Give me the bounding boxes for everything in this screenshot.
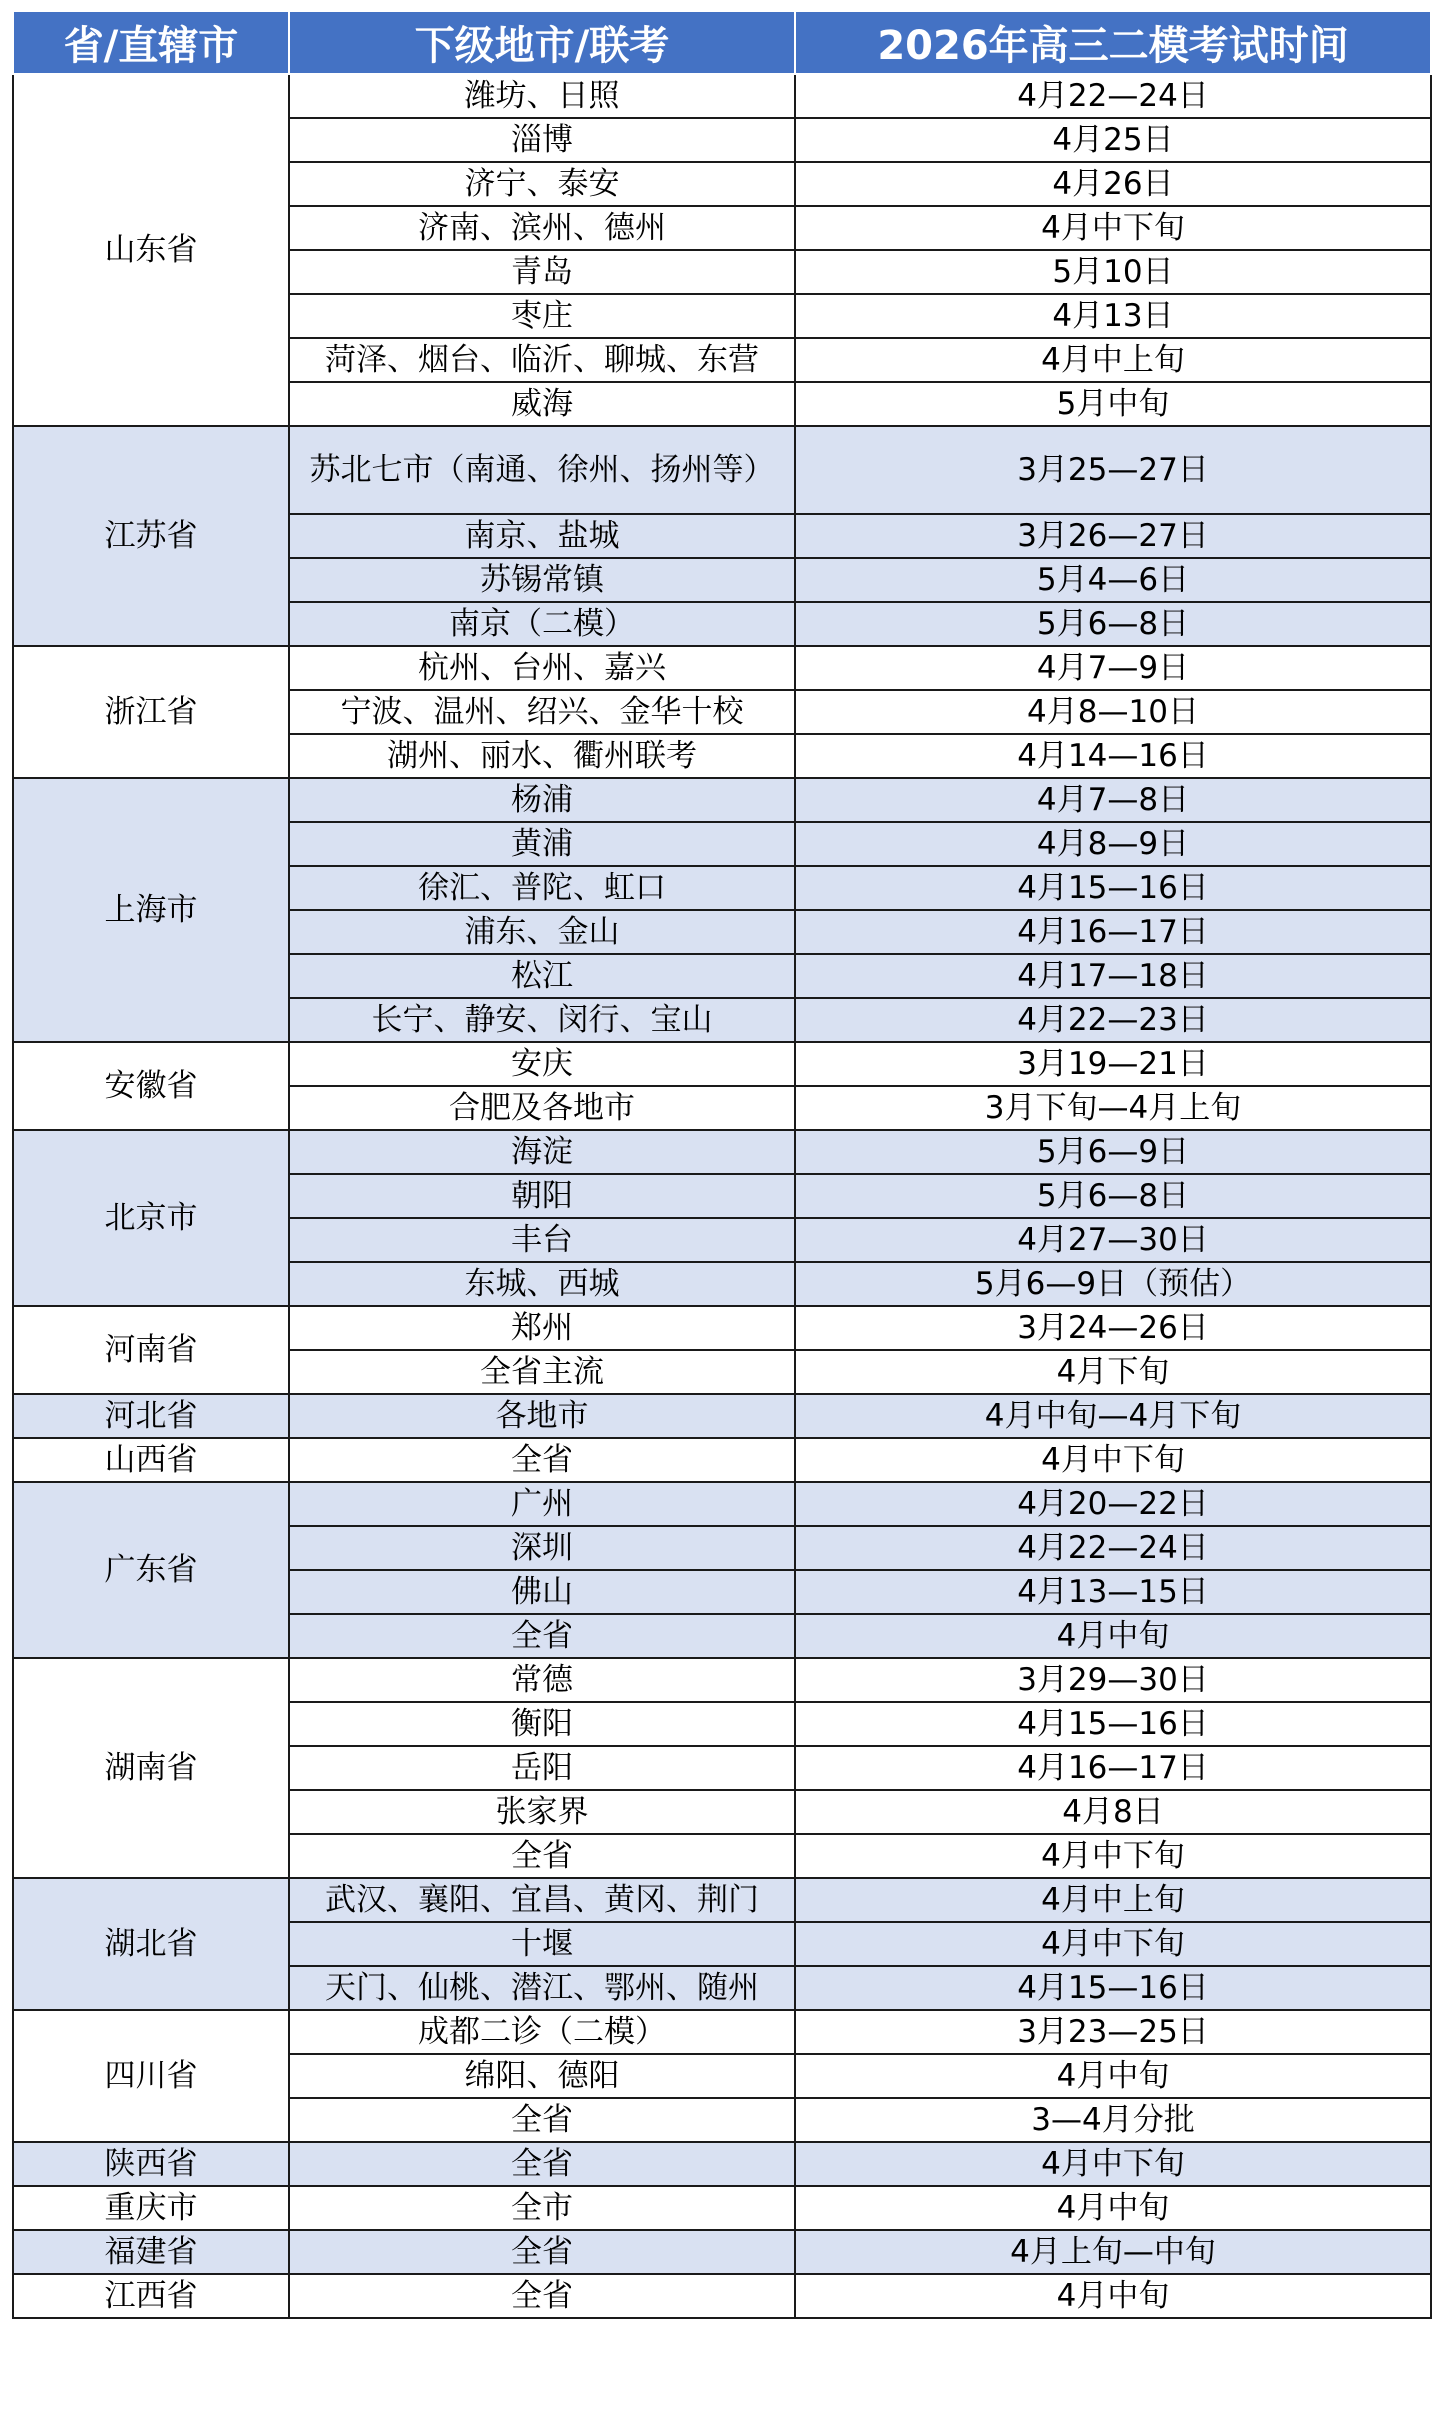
exam-time-cell: 4月15—16日 (795, 1966, 1431, 2010)
exam-time-cell: 3—4月分批 (795, 2098, 1431, 2142)
city-cell: 杨浦 (289, 778, 795, 822)
province-cell: 湖北省 (13, 1878, 289, 2010)
province-cell: 河南省 (13, 1306, 289, 1394)
exam-time-cell: 4月中下旬 (795, 1438, 1431, 1482)
city-cell: 全省 (289, 1834, 795, 1878)
exam-time-cell: 5月6—8日 (795, 1174, 1431, 1218)
table-row (13, 2010, 1431, 2054)
exam-time-cell: 4月中旬 (795, 2274, 1431, 2318)
city-cell: 十堰 (289, 1922, 795, 1966)
exam-time-cell: 4月22—23日 (795, 998, 1431, 1042)
exam-time-cell: 5月6—9日（预估） (795, 1262, 1431, 1306)
city-cell: 苏锡常镇 (289, 558, 795, 602)
exam-time-cell: 4月上旬—中旬 (795, 2230, 1431, 2274)
province-cell: 上海市 (13, 778, 289, 1042)
table-row (13, 1878, 1431, 1922)
city-cell: 南京、盐城 (289, 514, 795, 558)
city-cell: 东城、西城 (289, 1262, 795, 1306)
table-row (13, 74, 1431, 118)
exam-time-cell: 4月16—17日 (795, 910, 1431, 954)
city-cell: 济南、滨州、德州 (289, 206, 795, 250)
city-cell: 湖州、丽水、衢州联考 (289, 734, 795, 778)
city-cell: 武汉、襄阳、宜昌、黄冈、荆门 (289, 1878, 795, 1922)
table-row (13, 2142, 1431, 2186)
header-province: 省/直辖市 (13, 11, 289, 74)
exam-time-cell: 4月中旬 (795, 2186, 1431, 2230)
city-cell: 徐汇、普陀、虹口 (289, 866, 795, 910)
table-row (13, 2230, 1431, 2274)
city-cell: 全省 (289, 2098, 795, 2142)
exam-time-cell: 4月15—16日 (795, 1702, 1431, 1746)
city-cell: 杭州、台州、嘉兴 (289, 646, 795, 690)
province-cell: 陕西省 (13, 2142, 289, 2186)
exam-time-cell: 4月中上旬 (795, 338, 1431, 382)
city-cell: 济宁、泰安 (289, 162, 795, 206)
table-row (13, 2186, 1431, 2230)
city-cell: 衡阳 (289, 1702, 795, 1746)
city-cell: 枣庄 (289, 294, 795, 338)
province-cell: 福建省 (13, 2230, 289, 2274)
city-cell: 常德 (289, 1658, 795, 1702)
exam-time-cell: 4月13—15日 (795, 1570, 1431, 1614)
exam-time-cell: 5月6—8日 (795, 602, 1431, 646)
city-cell: 全省主流 (289, 1350, 795, 1394)
exam-time-cell: 4月15—16日 (795, 866, 1431, 910)
table-row (13, 1130, 1431, 1174)
city-cell: 安庆 (289, 1042, 795, 1086)
exam-time-cell: 3月24—26日 (795, 1306, 1431, 1350)
province-cell: 山东省 (13, 74, 289, 426)
exam-time-cell: 3月29—30日 (795, 1658, 1431, 1702)
exam-time-cell: 5月中旬 (795, 382, 1431, 426)
city-cell: 浦东、金山 (289, 910, 795, 954)
exam-time-cell: 4月14—16日 (795, 734, 1431, 778)
city-cell: 宁波、温州、绍兴、金华十校 (289, 690, 795, 734)
city-cell: 朝阳 (289, 1174, 795, 1218)
exam-time-cell: 4月17—18日 (795, 954, 1431, 998)
province-cell: 江西省 (13, 2274, 289, 2318)
table-row (13, 2274, 1431, 2318)
exam-time-cell: 4月27—30日 (795, 1218, 1431, 1262)
city-cell: 张家界 (289, 1790, 795, 1834)
exam-time-cell: 4月8—10日 (795, 690, 1431, 734)
city-cell: 全省 (289, 1438, 795, 1482)
province-cell: 江苏省 (13, 426, 289, 646)
city-cell: 深圳 (289, 1526, 795, 1570)
city-cell: 苏北七市（南通、徐州、扬州等） (289, 426, 795, 514)
city-cell: 海淀 (289, 1130, 795, 1174)
province-cell: 山西省 (13, 1438, 289, 1482)
exam-time-cell: 4月中旬—4月下旬 (795, 1394, 1431, 1438)
exam-schedule-table (12, 10, 1432, 2319)
exam-time-cell: 3月19—21日 (795, 1042, 1431, 1086)
city-cell: 青岛 (289, 250, 795, 294)
exam-time-cell: 4月8—9日 (795, 822, 1431, 866)
exam-time-cell: 4月25日 (795, 118, 1431, 162)
exam-time-cell: 5月10日 (795, 250, 1431, 294)
exam-time-cell: 4月下旬 (795, 1350, 1431, 1394)
exam-time-cell: 4月26日 (795, 162, 1431, 206)
exam-time-cell: 4月中旬 (795, 1614, 1431, 1658)
table-row (13, 1438, 1431, 1482)
city-cell: 黄浦 (289, 822, 795, 866)
table-row (13, 1042, 1431, 1086)
city-cell: 松江 (289, 954, 795, 998)
exam-time-cell: 4月8日 (795, 1790, 1431, 1834)
table-row (13, 426, 1431, 514)
header-city: 下级地市/联考 (289, 11, 795, 74)
table-body (13, 74, 1431, 2318)
province-cell: 四川省 (13, 2010, 289, 2142)
city-cell: 岳阳 (289, 1746, 795, 1790)
city-cell: 合肥及各地市 (289, 1086, 795, 1130)
exam-time-cell: 3月25—27日 (795, 426, 1431, 514)
table-row (13, 1482, 1431, 1526)
city-cell: 全市 (289, 2186, 795, 2230)
exam-time-cell: 4月中下旬 (795, 206, 1431, 250)
exam-time-cell: 4月7—8日 (795, 778, 1431, 822)
exam-time-cell: 4月22—24日 (795, 74, 1431, 118)
exam-time-cell: 4月7—9日 (795, 646, 1431, 690)
city-cell: 南京（二模） (289, 602, 795, 646)
exam-time-cell: 4月16—17日 (795, 1746, 1431, 1790)
exam-time-cell: 4月13日 (795, 294, 1431, 338)
exam-time-cell: 4月中旬 (795, 2054, 1431, 2098)
city-cell: 菏泽、烟台、临沂、聊城、东营 (289, 338, 795, 382)
exam-time-cell: 3月26—27日 (795, 514, 1431, 558)
city-cell: 成都二诊（二模） (289, 2010, 795, 2054)
table-row (13, 646, 1431, 690)
city-cell: 淄博 (289, 118, 795, 162)
city-cell: 广州 (289, 1482, 795, 1526)
exam-time-cell: 4月20—22日 (795, 1482, 1431, 1526)
city-cell: 绵阳、德阳 (289, 2054, 795, 2098)
city-cell: 丰台 (289, 1218, 795, 1262)
city-cell: 郑州 (289, 1306, 795, 1350)
table-row (13, 778, 1431, 822)
province-cell: 河北省 (13, 1394, 289, 1438)
exam-time-cell: 3月下旬—4月上旬 (795, 1086, 1431, 1130)
city-cell: 各地市 (289, 1394, 795, 1438)
table-row (13, 1394, 1431, 1438)
exam-time-cell: 4月中上旬 (795, 1878, 1431, 1922)
city-cell: 全省 (289, 1614, 795, 1658)
province-cell: 湖南省 (13, 1658, 289, 1878)
exam-time-cell: 4月中下旬 (795, 1922, 1431, 1966)
exam-time-cell: 4月中下旬 (795, 2142, 1431, 2186)
city-cell: 威海 (289, 382, 795, 426)
exam-time-cell: 3月23—25日 (795, 2010, 1431, 2054)
province-cell: 北京市 (13, 1130, 289, 1306)
exam-time-cell: 4月22—24日 (795, 1526, 1431, 1570)
city-cell: 天门、仙桃、潜江、鄂州、随州 (289, 1966, 795, 2010)
province-cell: 安徽省 (13, 1042, 289, 1130)
header-exam-time: 2026年高三二模考试时间 (795, 11, 1431, 74)
province-cell: 广东省 (13, 1482, 289, 1658)
table-header (13, 11, 1431, 74)
exam-time-cell: 4月中下旬 (795, 1834, 1431, 1878)
city-cell: 长宁、静安、闵行、宝山 (289, 998, 795, 1042)
province-cell: 浙江省 (13, 646, 289, 778)
header-row (13, 11, 1431, 74)
city-cell: 全省 (289, 2274, 795, 2318)
city-cell: 佛山 (289, 1570, 795, 1614)
table-row (13, 1306, 1431, 1350)
province-cell: 重庆市 (13, 2186, 289, 2230)
exam-time-cell: 5月4—6日 (795, 558, 1431, 602)
city-cell: 全省 (289, 2142, 795, 2186)
exam-time-cell: 5月6—9日 (795, 1130, 1431, 1174)
table-row (13, 1658, 1431, 1702)
city-cell: 全省 (289, 2230, 795, 2274)
city-cell: 潍坊、日照 (289, 74, 795, 118)
